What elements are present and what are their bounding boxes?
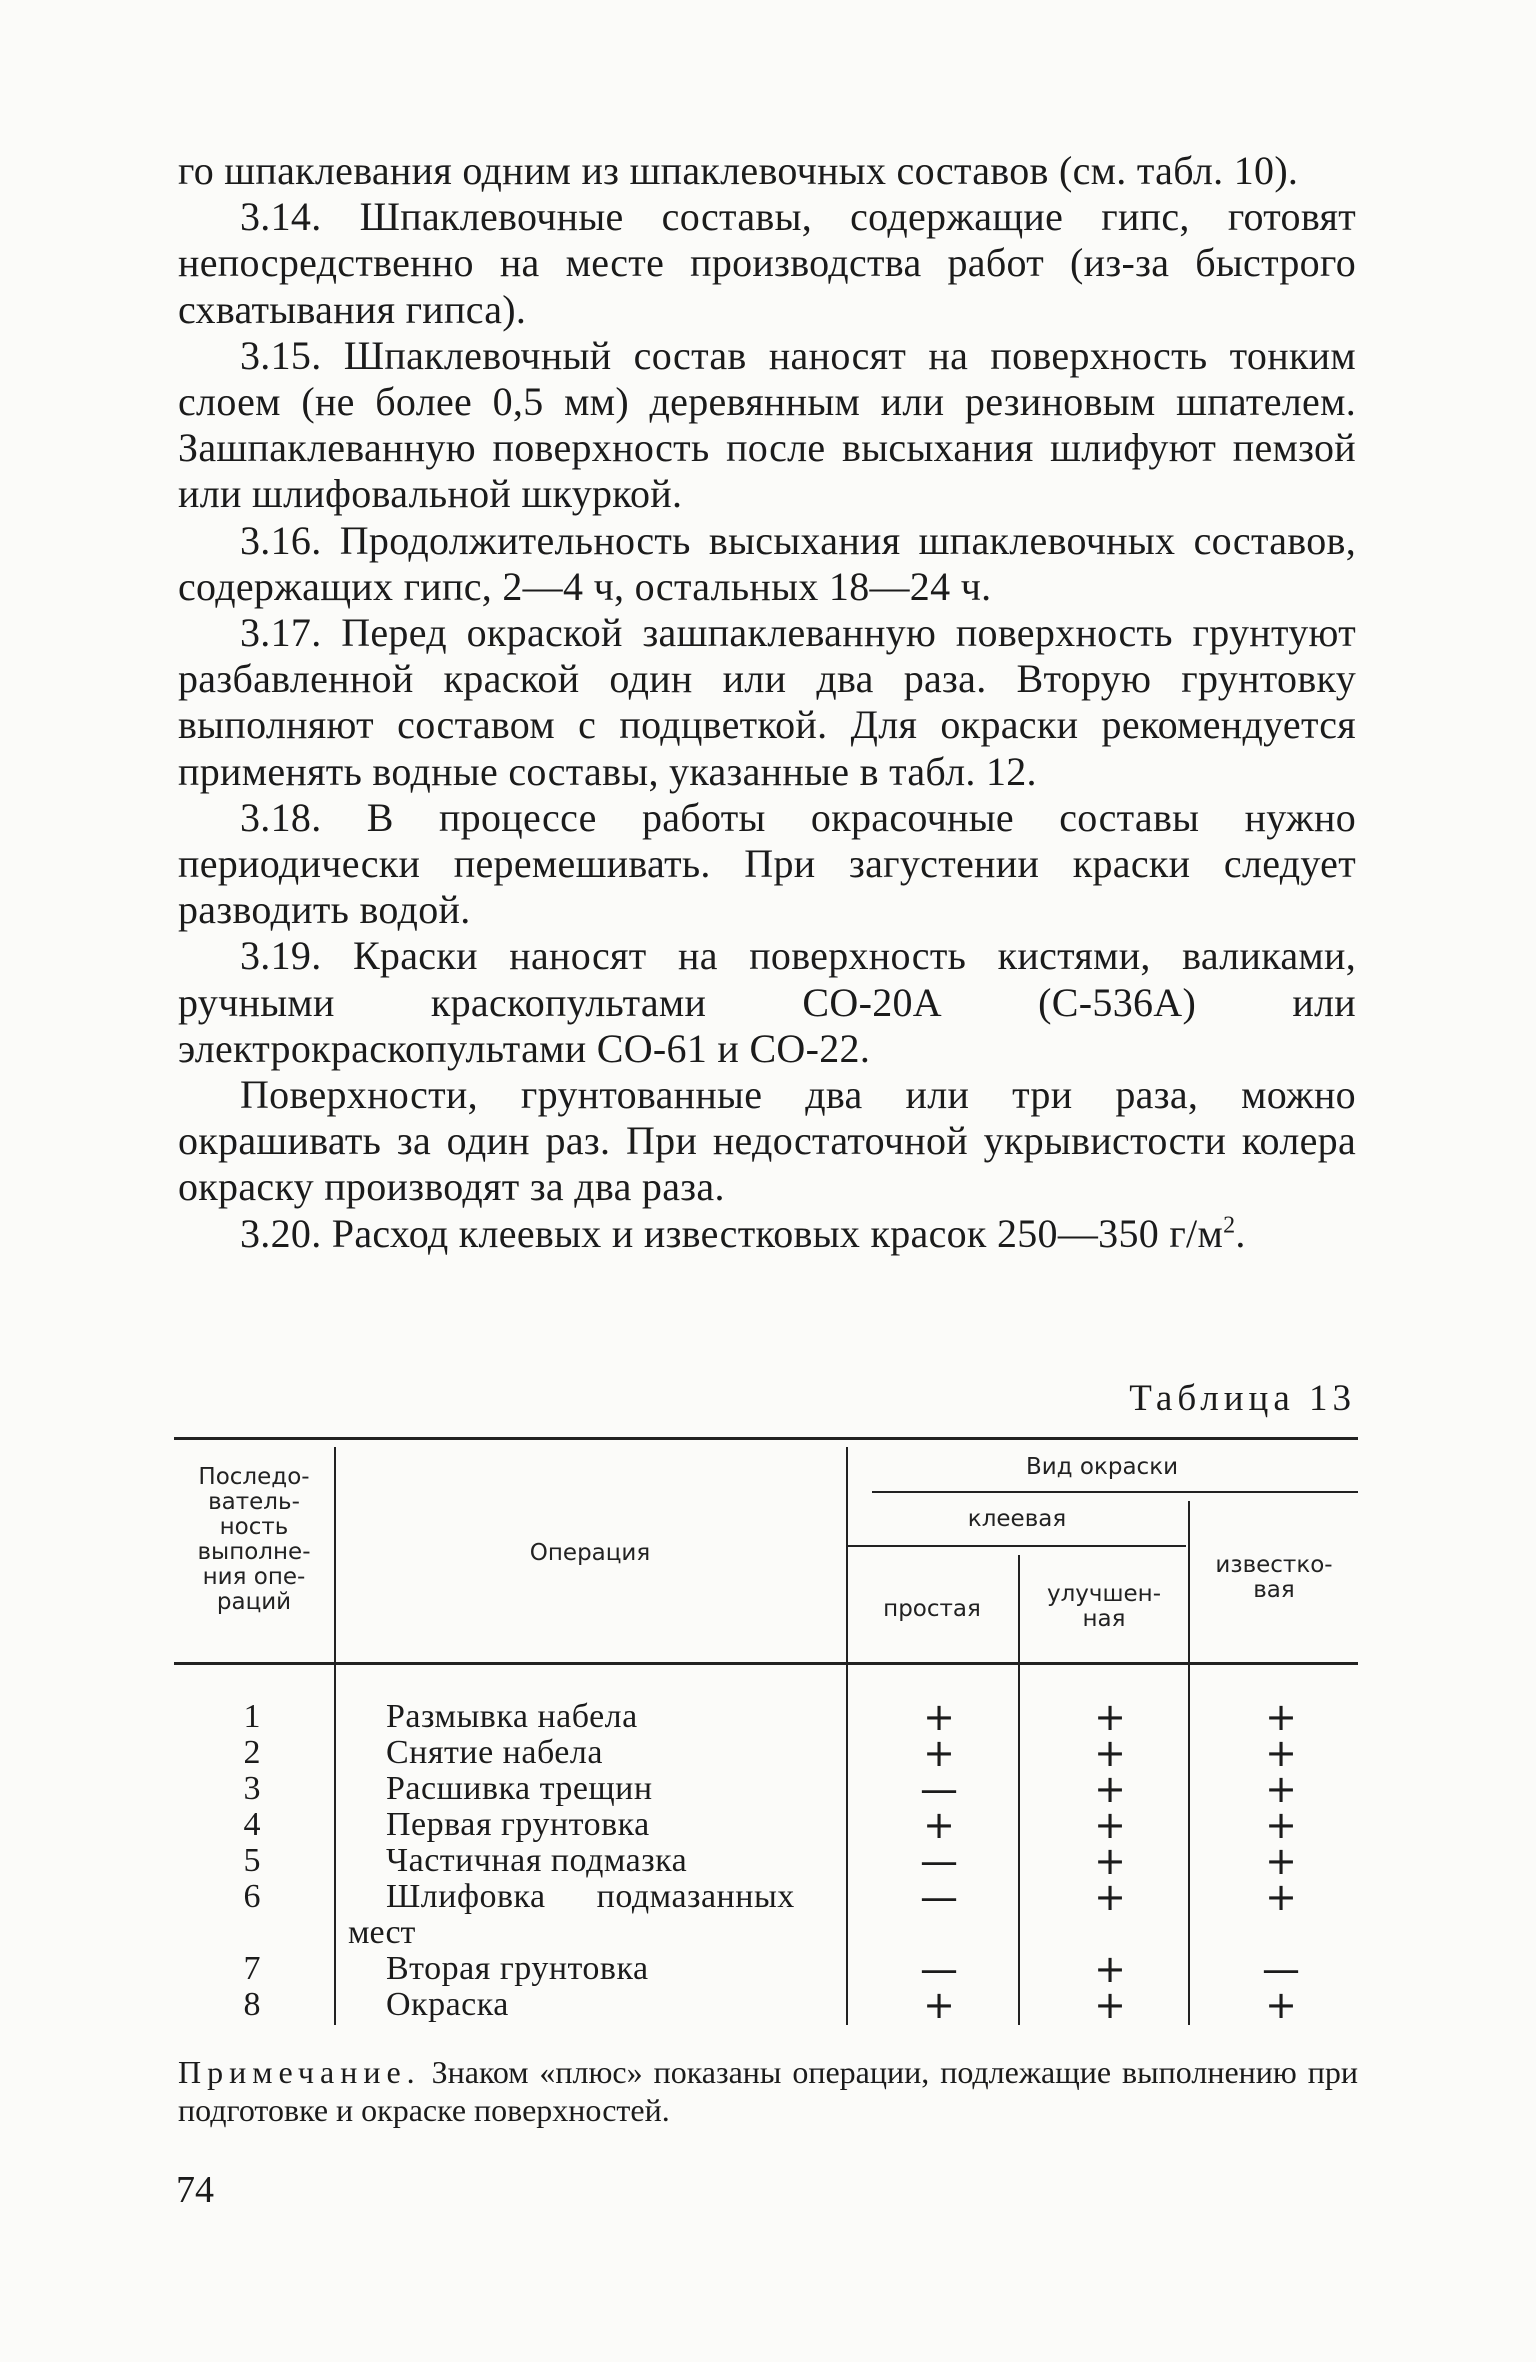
row-number: 1: [243, 1698, 261, 1735]
header-sequence: Последо- ватель- ность выполне- ния опе- раций: [197, 1464, 311, 1615]
cell-lime: +: [1265, 1983, 1297, 2027]
paragraph-surfaces: Поверхности, грунтованные два или три раза, можно окрашивать за один раз. При недостаточной укрывистости колера окраску производят за два раза.: [178, 1072, 1356, 1210]
header-lime: известко- вая: [1215, 1552, 1333, 1603]
table-row: [174, 1803, 1358, 1847]
cell-improved: +: [1094, 1983, 1126, 2027]
cell-simple: +: [923, 1731, 955, 1775]
table-row: [174, 1875, 1358, 1951]
header-bottom-rule: [174, 1662, 1358, 1665]
table-row: [174, 1947, 1358, 1991]
cell-lime: +: [1265, 1875, 1297, 1919]
cell-simple: —: [920, 1875, 958, 1919]
superscript: 2: [1223, 1212, 1236, 1239]
paragraph-3-20: [178, 1211, 1356, 1257]
period: .: [1235, 1210, 1246, 1256]
row-operation: Снятие набела: [386, 1734, 603, 1771]
row-number: 6: [243, 1878, 261, 1915]
note-text: Знаком «плюс» показаны операции, подлежащие выполнению при подготовке и окраске поверхностей.: [178, 2054, 1359, 2128]
note-label: Примечание.: [178, 2054, 421, 2090]
cell-lime: +: [1265, 1839, 1297, 1883]
paragraph-3-19: 3.19. Краски наносят на поверхность кистями, валиками, ручными краскопультами СО-20А (С-536А) или электрокраскопультами СО-61 и СО-22.: [178, 933, 1356, 1071]
row-operation-continuation: мест: [348, 1914, 416, 1951]
paragraph-3-16: 3.16. Продолжительность высыхания шпаклевочных составов, содержащих гипс, 2—4 ч, остальных 18—24 ч.: [178, 517, 1356, 609]
table-row: [174, 1767, 1358, 1811]
cell-lime: +: [1265, 1803, 1297, 1847]
row-number: 8: [243, 1986, 261, 2023]
row-operation: Вторая грунтовка: [386, 1950, 649, 1987]
page-number: 74: [176, 2169, 214, 2211]
cell-improved: +: [1094, 1731, 1126, 1775]
cell-improved: +: [1094, 1767, 1126, 1811]
header-glue: клеевая: [967, 1506, 1067, 1532]
cell-simple: —: [920, 1947, 958, 1991]
paragraph-continuation: го шпаклевания одним из шпаклевочных составов (см. табл. 10).: [178, 148, 1299, 193]
body-text: [178, 148, 1356, 1257]
cell-lime: +: [1265, 1695, 1297, 1739]
row-operation: Шлифовка подмазанных: [386, 1878, 795, 1915]
cell-improved: +: [1094, 1695, 1126, 1739]
table-row: [174, 1839, 1358, 1883]
cell-lime: —: [1262, 1947, 1300, 1991]
header-rule-glue: [846, 1545, 1186, 1547]
row-operation: Окраска: [386, 1986, 509, 2023]
table-top-rule: [174, 1437, 1358, 1440]
row-operation: Размывка набела: [386, 1698, 638, 1735]
cell-simple: —: [920, 1839, 958, 1883]
cell-lime: +: [1265, 1731, 1297, 1775]
header-paint-type: Вид окраски: [1025, 1454, 1179, 1480]
cell-improved: +: [1094, 1947, 1126, 1991]
cell-simple: —: [920, 1767, 958, 1811]
table-caption: Таблица 13: [1129, 1378, 1356, 1419]
paragraph-3-14: 3.14. Шпаклевочные составы, содержащие гипс, готовят непосредственно на месте производства работ (из-за быстрого схватывания гипса).: [178, 194, 1356, 332]
row-number: 2: [243, 1734, 261, 1771]
row-operation: Расшивка трещин: [386, 1770, 653, 1807]
table-note: [178, 2053, 1358, 2129]
paragraph-3-20-text: 3.20. Расход клеевых и известковых красок 250—350 г/м: [240, 1210, 1224, 1256]
cell-improved: +: [1094, 1839, 1126, 1883]
row-number: 4: [243, 1806, 261, 1843]
cell-simple: +: [923, 1983, 955, 2027]
row-operation: Частичная подмазка: [386, 1842, 688, 1879]
paragraph-3-15: 3.15. Шпаклевочный состав наносят на поверхность тонким слоем (не более 0,5 мм) деревянным или резиновым шпателем. Зашпаклеванную поверхность после высыхания шлифуют пемзой или шлифовальной шкуркой.: [178, 332, 1356, 517]
cell-lime: +: [1265, 1767, 1297, 1811]
table-13: [174, 1437, 1358, 2025]
cell-simple: +: [923, 1695, 955, 1739]
paragraph-3-17: 3.17. Перед окраской зашпаклеванную поверхность грунтуют разбавленной краской один или два раза. Вторую грунтовку выполняют составом с подцветкой. Для окраски рекомендуется применять водные составы, указанные в табл. 12.: [178, 610, 1356, 794]
header-operation: Операция: [529, 1540, 651, 1566]
row-number: 5: [243, 1842, 261, 1879]
header-rule-paint-type: [872, 1491, 1358, 1493]
row-number: 3: [243, 1770, 261, 1807]
header-simple: простая: [883, 1596, 981, 1622]
row-number: 7: [243, 1950, 261, 1987]
table-row: [174, 1983, 1358, 2027]
cell-improved: +: [1094, 1803, 1126, 1847]
row-operation: Первая грунтовка: [386, 1806, 650, 1843]
table-row: [174, 1731, 1358, 1775]
header-improved: улучшен- ная: [1046, 1581, 1162, 1632]
paragraph-3-18: 3.18. В процессе работы окрасочные составы нужно периодически перемешивать. При загустении краски следует разводить водой.: [178, 794, 1356, 933]
table-row: [174, 1695, 1358, 1739]
cell-improved: +: [1094, 1875, 1126, 1919]
cell-simple: +: [923, 1803, 955, 1847]
